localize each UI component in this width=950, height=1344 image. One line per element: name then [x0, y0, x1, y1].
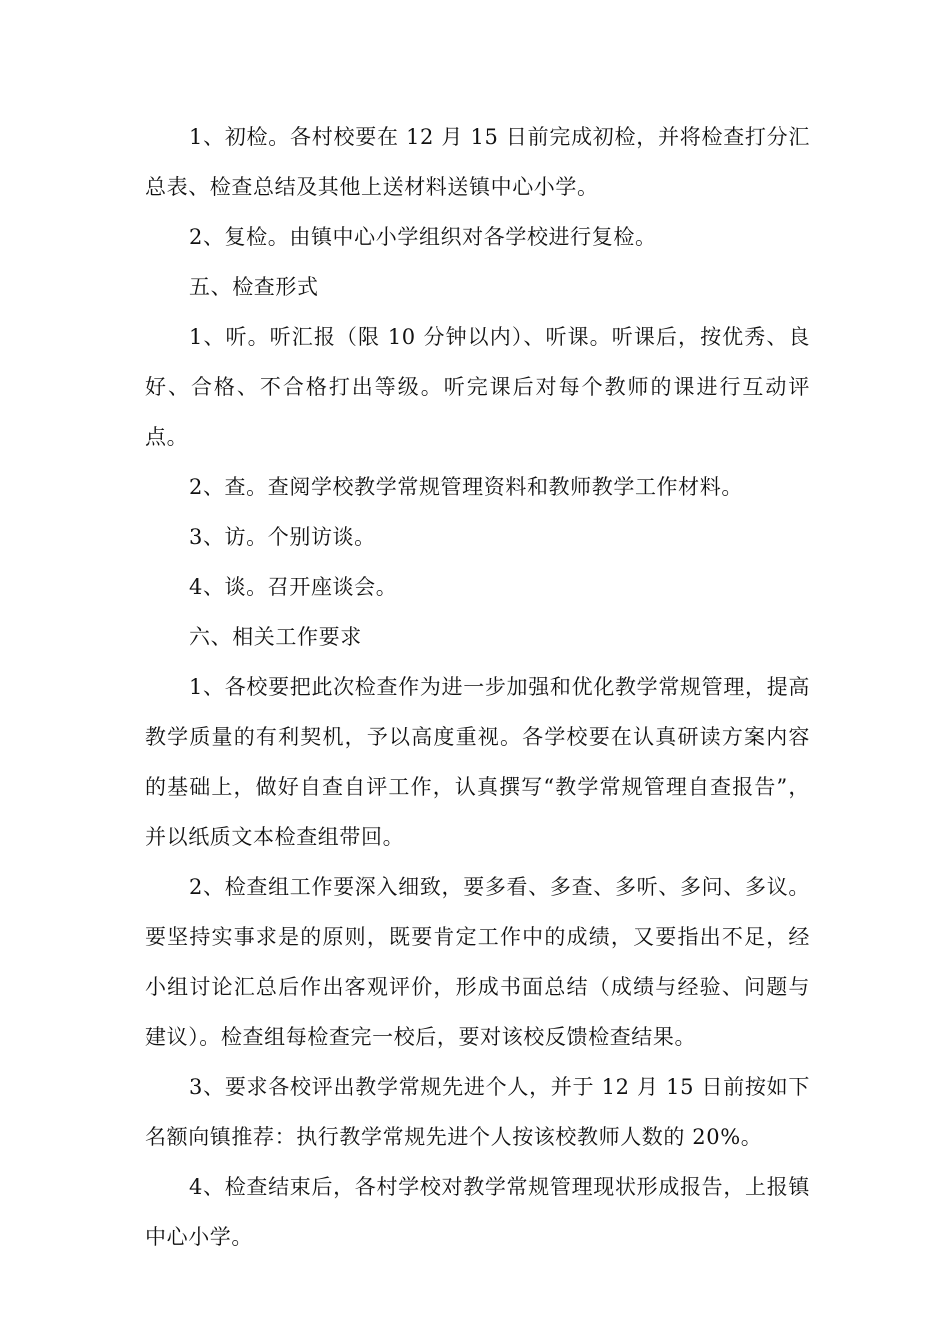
paragraph-talk: 4、谈。召开座谈会。: [189, 575, 398, 599]
paragraph-recheck: 2、复检。由镇中心小学组织对各学校进行复检。: [189, 225, 657, 249]
paragraph-requirement-3: 3、要求各校评出教学常规先进个人，并于 12 月 15 日前按如下名额向镇推荐：执行教学常规先进个人按该校教师人数的 20%。: [145, 1075, 810, 1149]
section-heading-work-requirements: 六、相关工作要求: [189, 625, 362, 649]
paragraph-initial-check: 1、初检。各村校要在 12 月 15 日前完成初检，并将检查打分汇总表、检查总结及其他上送材料送镇中心小学。: [145, 125, 810, 199]
paragraph-visit: 3、访。个别访谈。: [189, 525, 376, 549]
paragraph-listen: 1、听。听汇报（限 10 分钟以内）、听课。听课后，按优秀、良好、合格、不合格打出等级。听完课后对每个教师的课进行互动评点。: [145, 325, 810, 449]
paragraph-requirement-4: 4、检查结束后，各村学校对教学常规管理现状形成报告，上报镇中心小学。: [145, 1175, 810, 1249]
section-heading-inspection-form: 五、检查形式: [189, 275, 319, 299]
paragraph-check: 2、查。查阅学校教学常规管理资料和教师教学工作材料。: [189, 475, 743, 499]
paragraph-requirement-2: 2、检查组工作要深入细致，要多看、多查、多听、多问、多议。要坚持实事求是的原则，既要肯定工作中的成绩，又要指出不足，经小组讨论汇总后作出客观评价，形成书面总结（成绩与经验、问题与建议）。检查组每检查完一校后，要对该校反馈检查结果。: [145, 875, 810, 1049]
document-body: [145, 112, 810, 1262]
paragraph-requirement-1: 1、各校要把此次检查作为进一步加强和优化教学常规管理，提高教学质量的有利契机，予以高度重视。各学校要在认真研读方案内容的基础上，做好自查自评工作，认真撰写“教学常规管理自查报告”，并以纸质文本检查组带回。: [145, 675, 810, 849]
